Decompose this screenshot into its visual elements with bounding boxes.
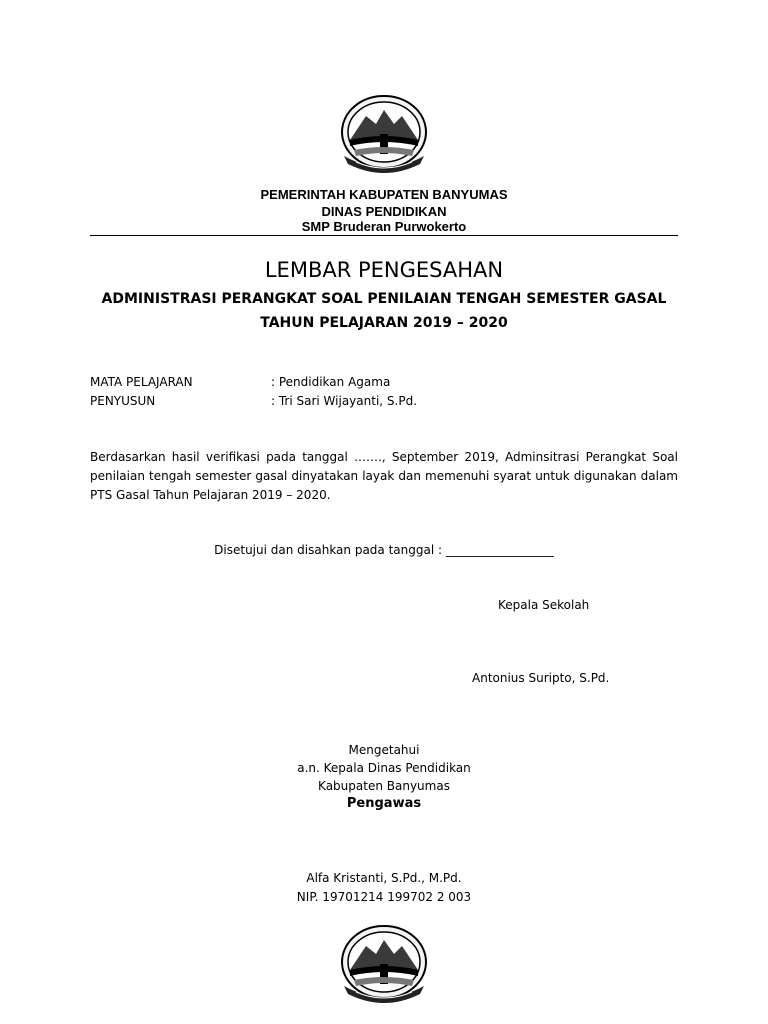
field-value-author: : Tri Sari Wijayanti, S.Pd. xyxy=(271,394,418,408)
acknowledge-on-behalf: a.n. Kepala Dinas Pendidikan xyxy=(297,761,471,775)
verification-statement: Berdasarkan hasil verifikasi pada tanggal ……., September 2019, Adminsitrasi Perangkat Soal penilaian tengah semester gasal dinyatakan layak dan memenuhi syarat untuk digunakan dalam PTS Gasal Tahun Pelajaran 2019 – 2020. xyxy=(90,450,678,502)
field-label-subject: MATA PELAJARAN xyxy=(90,375,193,389)
field-value-subject: : Pendidikan Agama xyxy=(271,375,391,389)
header-government-line: PEMERINTAH KABUPATEN BANYUMAS xyxy=(260,187,508,202)
field-label-author: PENYUSUN xyxy=(90,394,156,408)
principal-name: Antonius Suripto, S.Pd. xyxy=(472,671,610,685)
header-school-line: SMP Bruderan Purwokerto xyxy=(301,219,467,234)
supervisor-nip: NIP. 19701214 199702 2 003 xyxy=(296,890,472,904)
banyumas-seal-icon xyxy=(336,94,432,176)
supervisor-name: Alfa Kristanti, S.Pd., M.Pd. xyxy=(306,871,462,885)
acknowledge-heading: Mengetahui xyxy=(348,743,420,757)
principal-role: Kepala Sekolah xyxy=(498,598,590,612)
header-divider xyxy=(90,235,678,236)
approval-date-line: Disetujui dan disahkan pada tanggal : __________________ xyxy=(214,543,554,557)
document-subtitle-line1: ADMINISTRASI PERANGKAT SOAL PENILAIAN TENGAH SEMESTER GASAL xyxy=(101,291,667,307)
document-subtitle-line2: TAHUN PELAJARAN 2019 – 2020 xyxy=(260,315,508,331)
banyumas-seal-icon xyxy=(336,924,432,1006)
acknowledge-regency: Kabupaten Banyumas xyxy=(318,779,450,793)
document-title: LEMBAR PENGESAHAN xyxy=(264,258,504,282)
header-department-line: DINAS PENDIDIKAN xyxy=(321,204,447,219)
supervisor-role: Pengawas xyxy=(346,796,422,811)
